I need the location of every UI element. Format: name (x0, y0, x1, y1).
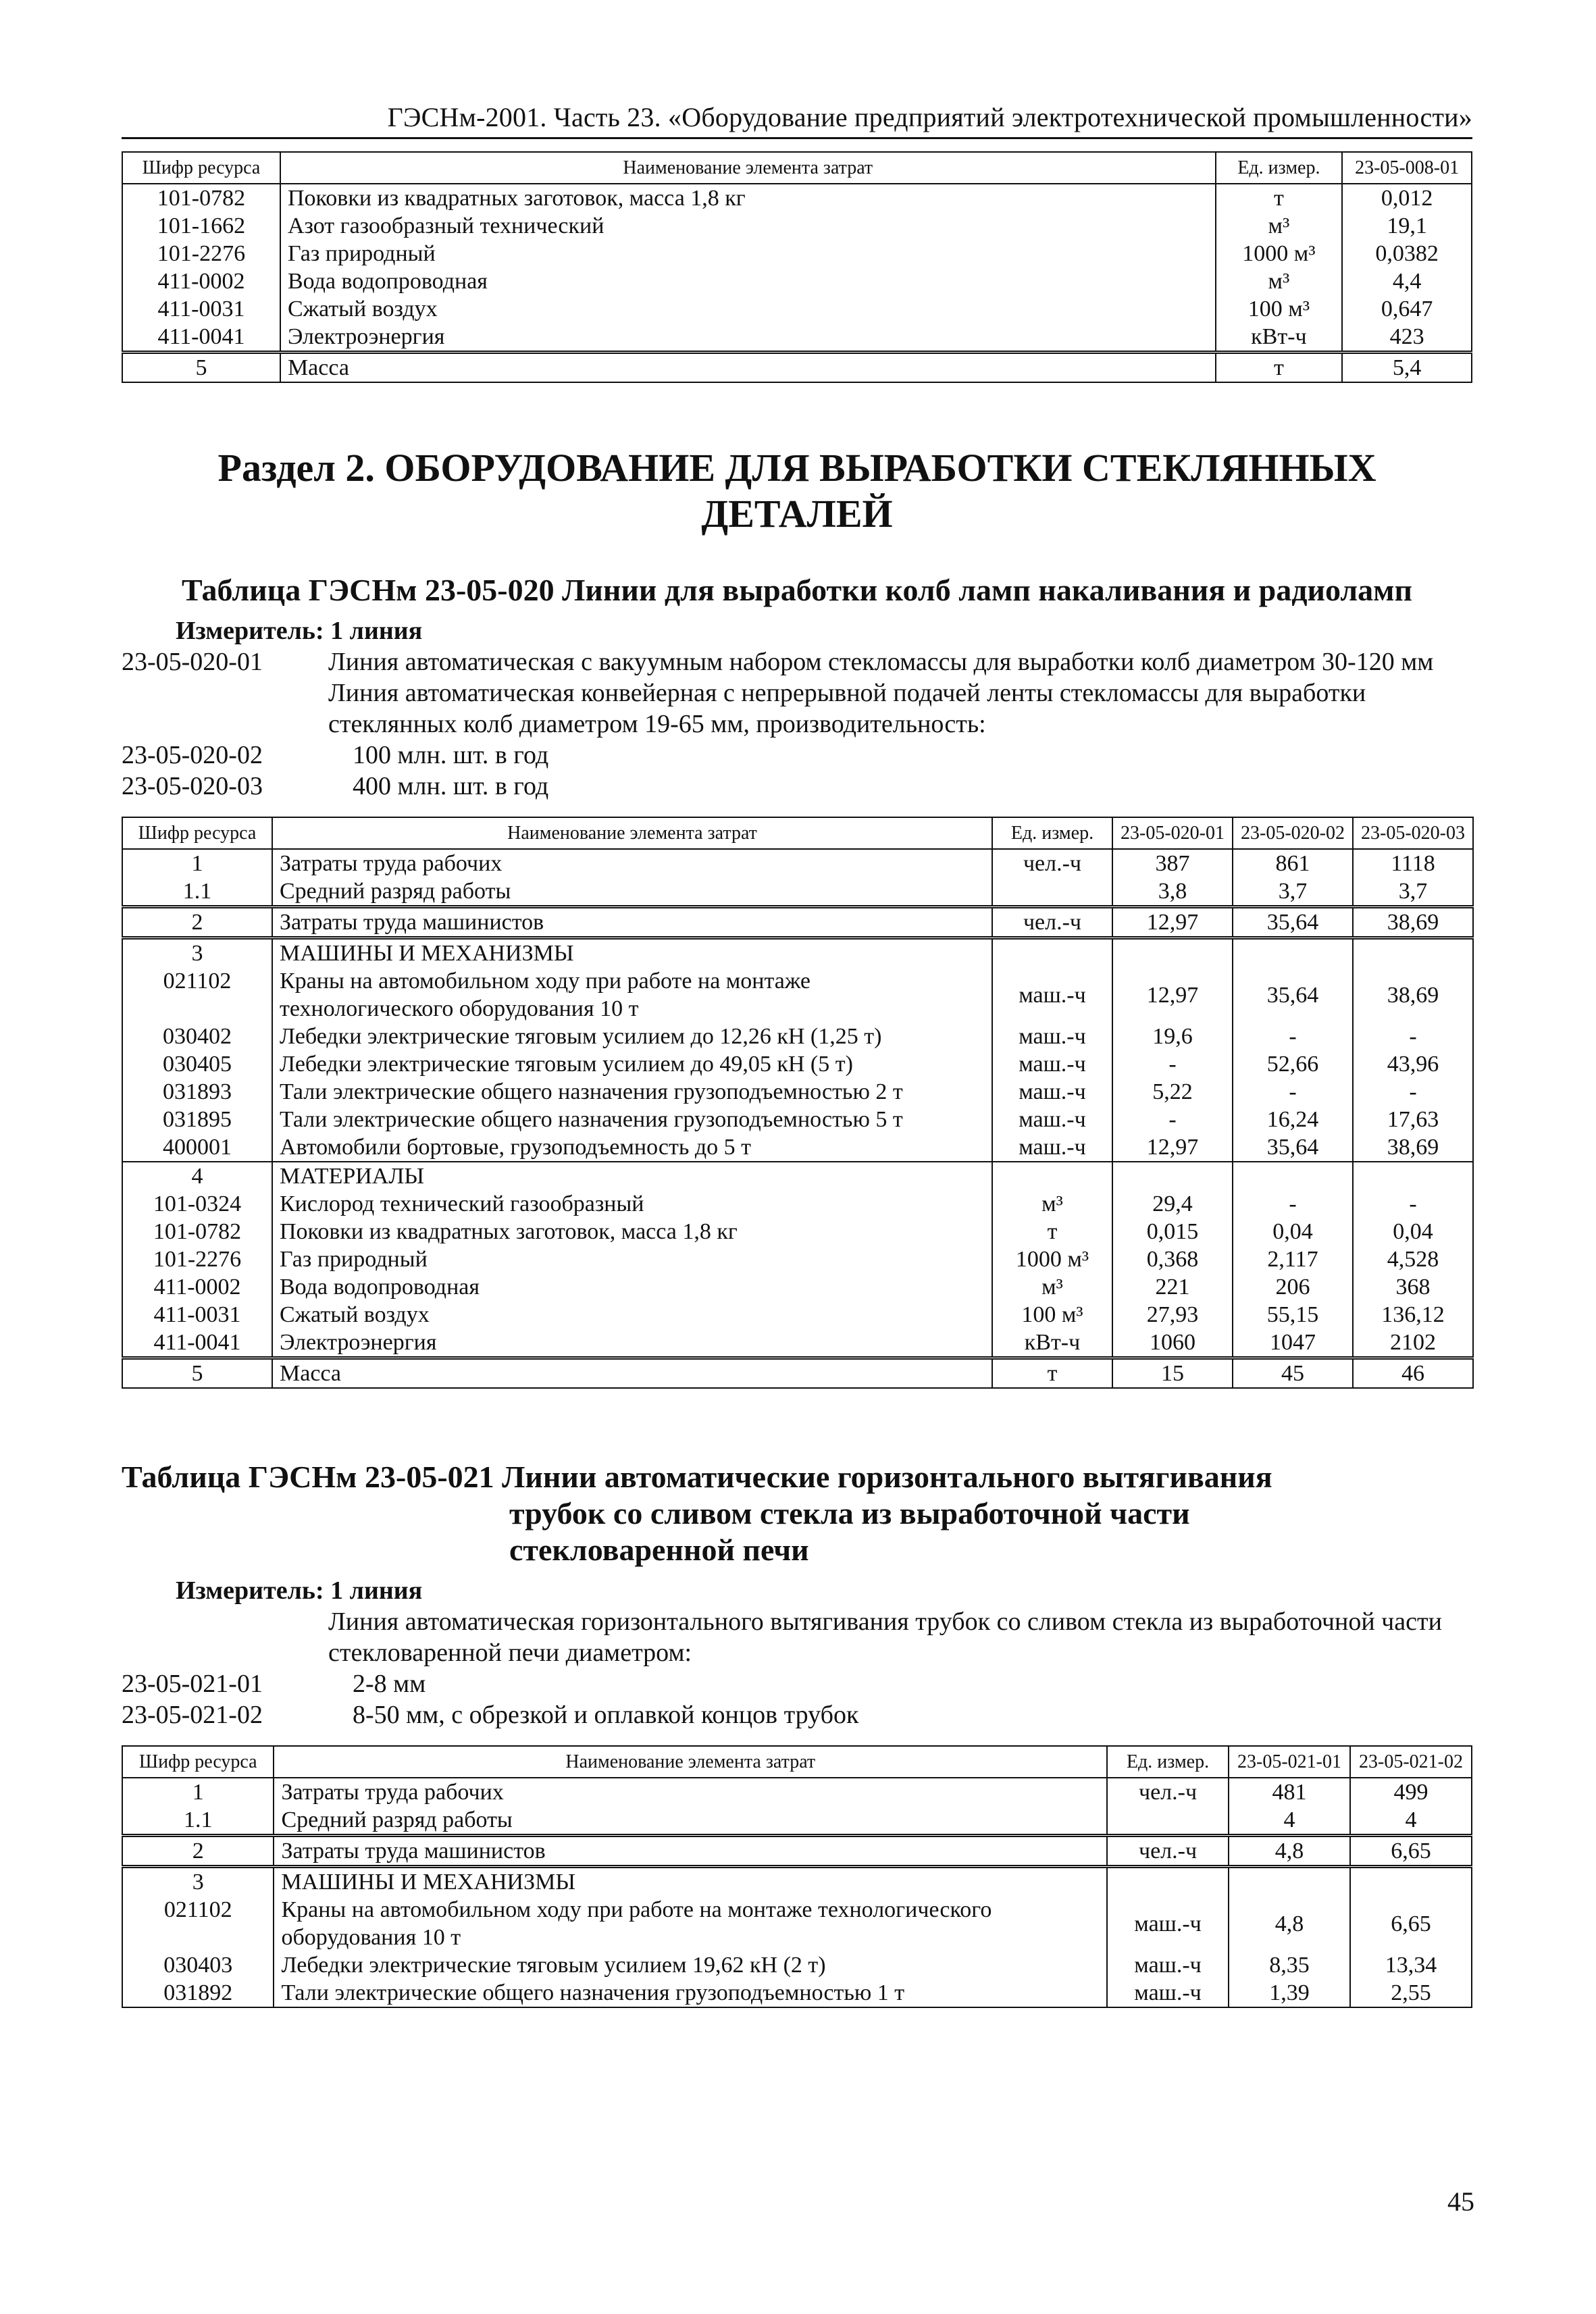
norm-value: 3,7 (1233, 877, 1353, 907)
table-row (122, 240, 1472, 267)
norm-value: 45 (1233, 1358, 1353, 1389)
unit: кВт-ч (992, 1329, 1112, 1358)
norm-value: 38,69 (1353, 907, 1473, 938)
unit: 1000 м³ (1216, 240, 1343, 267)
norm-value: 206 (1233, 1273, 1353, 1301)
resource-code: 101-0782 (122, 1218, 272, 1245)
running-header: ГЭСНм-2001. Часть 23. «Оборудование предприятий электротехнической промышленности» (122, 101, 1472, 139)
table-row (122, 877, 1473, 907)
norm-value: 4,8 (1229, 1836, 1350, 1867)
variant-description: 8-50 мм, с обрезкой и оплавкой концов трубок (353, 1701, 859, 1729)
resource-code: 101-2276 (122, 1245, 272, 1273)
table-row (122, 295, 1472, 323)
variant-description: 2-8 мм (353, 1670, 426, 1698)
norm-value: 29,4 (1112, 1190, 1233, 1218)
header-resource-code: Шифр ресурса (122, 1746, 274, 1778)
norm-value: 15 (1112, 1358, 1233, 1389)
resource-table (122, 1745, 1472, 2008)
norm-value: 19,1 (1342, 212, 1472, 240)
norm-value: 3,8 (1112, 877, 1233, 907)
variant-code: 23-05-021-02 (122, 1701, 263, 1729)
cost-element-name: Тали электрические общего назначения грузоподъемностью 5 т (272, 1106, 992, 1133)
unit: м³ (1216, 212, 1343, 240)
norm-value: 0,012 (1342, 184, 1472, 212)
cost-element-name: Краны на автомобильном ходу при работе на монтаже технологического оборудования 10 т (274, 1896, 1107, 1951)
table-title-23-05-021 (122, 1459, 1472, 1568)
norm-value: - (1233, 1190, 1353, 1218)
resource-code: 101-2276 (122, 240, 280, 267)
variant-description: 400 млн. шт. в год (353, 772, 549, 800)
header-norm-code: 23-05-021-01 (1229, 1746, 1350, 1778)
norm-value: 861 (1233, 849, 1353, 877)
resource-code: 1 (122, 1778, 274, 1806)
unit (992, 877, 1112, 907)
norm-value: 46 (1353, 1358, 1473, 1389)
measure-label-021: Измеритель: 1 линия (176, 1576, 423, 1605)
table-row (122, 1896, 1472, 1951)
cost-element-name: Вода водопроводная (272, 1273, 992, 1301)
variant-row (122, 646, 1472, 677)
norm-value: 35,64 (1233, 907, 1353, 938)
table-row (122, 1806, 1472, 1836)
cost-element-name: Затраты труда машинистов (272, 907, 992, 938)
variant-code: 23-05-020-02 (122, 741, 263, 769)
resource-code: 101-0782 (122, 184, 280, 212)
unit: маш.-ч (992, 967, 1112, 1023)
norm-value (1233, 938, 1353, 968)
header-unit: Ед. измер. (1107, 1746, 1229, 1778)
variant-description: Линия автоматическая конвейерная с непрерывной подачей ленты стекломассы для выработки стеклянных колб диаметром 19-65 мм, производительность: (328, 679, 1366, 738)
norm-value: 4,4 (1342, 267, 1472, 295)
table-row (122, 1301, 1473, 1329)
norm-value: 55,15 (1233, 1301, 1353, 1329)
unit: маш.-ч (1107, 1979, 1229, 2007)
resource-code: 1.1 (122, 877, 272, 907)
norm-value: 13,34 (1350, 1951, 1472, 1979)
cost-element-name: Тали электрические общего назначения грузоподъемностью 2 т (272, 1078, 992, 1106)
norm-value: 8,35 (1229, 1951, 1350, 1979)
cost-element-name: Масса (280, 353, 1216, 383)
resource-table-23-05-008 (122, 151, 1472, 383)
norm-value: 2,55 (1350, 1979, 1472, 2007)
norm-value: 1047 (1233, 1329, 1353, 1358)
norm-value: 0,015 (1112, 1218, 1233, 1245)
norm-value (1353, 938, 1473, 968)
unit: маш.-ч (1107, 1951, 1229, 1979)
norm-value: 221 (1112, 1273, 1233, 1301)
table-title-021-line-1: Таблица ГЭСНм 23-05-021 Линии автоматические горизонтального вытягивания (122, 1460, 1272, 1494)
header-resource-code: Шифр ресурса (122, 152, 280, 184)
norm-value: 423 (1342, 323, 1472, 353)
resource-code: 3 (122, 938, 272, 968)
header-unit: Ед. измер. (1216, 152, 1343, 184)
resource-table-23-05-021 (122, 1745, 1472, 2008)
unit: 1000 м³ (992, 1245, 1112, 1273)
norm-value (1353, 1162, 1473, 1190)
norm-value: 19,6 (1112, 1023, 1233, 1050)
cost-element-name: Масса (272, 1358, 992, 1389)
table-header-row (122, 1746, 1472, 1778)
header-norm-code: 23-05-020-03 (1353, 817, 1473, 849)
variant-code: 23-05-021-01 (122, 1670, 263, 1698)
cost-element-name: Средний разряд работы (272, 877, 992, 907)
cost-element-name: Поковки из квадратных заготовок, масса 1,8 кг (272, 1218, 992, 1245)
norm-value: 2,117 (1233, 1245, 1353, 1273)
resource-code: 411-0002 (122, 267, 280, 295)
resource-code: 2 (122, 907, 272, 938)
resource-code: 1.1 (122, 1806, 274, 1836)
table-row (122, 1133, 1473, 1162)
unit (992, 938, 1112, 968)
cost-element-name: МАШИНЫ И МЕХАНИЗМЫ (272, 938, 992, 968)
unit: т (1216, 184, 1343, 212)
resource-code: 4 (122, 1162, 272, 1190)
unit: 100 м³ (992, 1301, 1112, 1329)
document-page (122, 101, 1472, 2008)
variants-list-020 (122, 646, 1472, 802)
cost-element-name: Лебедки электрические тяговым усилием 19,62 кН (2 т) (274, 1951, 1107, 1979)
header-norm-code: 23-05-020-02 (1233, 817, 1353, 849)
table-row (122, 1162, 1473, 1190)
norm-value (1233, 1162, 1353, 1190)
measure-label-020: Измеритель: 1 линия (176, 617, 423, 645)
unit: маш.-ч (992, 1050, 1112, 1078)
norm-value: 3,7 (1353, 877, 1473, 907)
cost-element-name: Газ природный (280, 240, 1216, 267)
unit (992, 1162, 1112, 1190)
cost-element-name: Азот газообразный технический (280, 212, 1216, 240)
unit: чел.-ч (992, 849, 1112, 877)
cost-element-name: МАШИНЫ И МЕХАНИЗМЫ (274, 1867, 1107, 1897)
norm-value: 4,8 (1229, 1896, 1350, 1951)
table-row (122, 967, 1473, 1023)
cost-element-name: МАТЕРИАЛЫ (272, 1162, 992, 1190)
norm-value: 0,368 (1112, 1245, 1233, 1273)
unit: м³ (992, 1273, 1112, 1301)
norm-value: 38,69 (1353, 1133, 1473, 1162)
norm-value: 0,04 (1233, 1218, 1353, 1245)
norm-value: 4 (1229, 1806, 1350, 1836)
table-row (122, 1190, 1473, 1218)
variant-code (122, 677, 328, 740)
table-title-23-05-020: Таблица ГЭСНм 23-05-020 Линии для выработки колб ламп накаливания и радиоламп (181, 573, 1413, 607)
unit: маш.-ч (992, 1078, 1112, 1106)
cost-element-name: Электроэнергия (280, 323, 1216, 353)
norm-value: 4 (1350, 1806, 1472, 1836)
unit: чел.-ч (1107, 1778, 1229, 1806)
resource-code: 030402 (122, 1023, 272, 1050)
variant-row (122, 1699, 1472, 1730)
cost-element-name: Лебедки электрические тяговым усилием до 49,05 кН (5 т) (272, 1050, 992, 1078)
resource-code: 030405 (122, 1050, 272, 1078)
table-row (122, 1218, 1473, 1245)
cost-element-name: Средний разряд работы (274, 1806, 1107, 1836)
table-header-row (122, 152, 1472, 184)
table-row (122, 1329, 1473, 1358)
norm-value: 1060 (1112, 1329, 1233, 1358)
cost-element-name: Электроэнергия (272, 1329, 992, 1358)
norm-value: 0,647 (1342, 295, 1472, 323)
variant-description: 100 млн. шт. в год (353, 741, 549, 769)
norm-value (1350, 1867, 1472, 1897)
resource-code: 101-1662 (122, 212, 280, 240)
norm-value: - (1353, 1023, 1473, 1050)
table-row (122, 1951, 1472, 1979)
resource-code: 411-0002 (122, 1273, 272, 1301)
unit: кВт-ч (1216, 323, 1343, 353)
resource-table (122, 817, 1474, 1389)
table-row (122, 353, 1472, 383)
header-cost-element: Наименование элемента затрат (280, 152, 1216, 184)
table-row (122, 267, 1472, 295)
norm-value: - (1353, 1190, 1473, 1218)
resource-code: 5 (122, 1358, 272, 1389)
resource-code: 031892 (122, 1979, 274, 2007)
table-row (122, 1245, 1473, 1273)
header-norm-code: 23-05-021-02 (1350, 1746, 1472, 1778)
norm-value: 1118 (1353, 849, 1473, 877)
variant-code (122, 1606, 328, 1668)
norm-value (1112, 1162, 1233, 1190)
cost-element-name: Затраты труда машинистов (274, 1836, 1107, 1867)
page-number: 45 (1447, 2186, 1474, 2217)
table-row (122, 1273, 1473, 1301)
norm-value: - (1353, 1078, 1473, 1106)
norm-value: - (1112, 1050, 1233, 1078)
unit: т (1216, 353, 1343, 383)
table-row (122, 1778, 1472, 1806)
header-norm-code: 23-05-008-01 (1342, 152, 1472, 184)
cost-element-name: Тали электрические общего назначения грузоподъемностью 1 т (274, 1979, 1107, 2007)
cost-element-name: Лебедки электрические тяговым усилием до 12,26 кН (1,25 т) (272, 1023, 992, 1050)
norm-value: 136,12 (1353, 1301, 1473, 1329)
cost-element-name: Автомобили бортовые, грузоподъемность до 5 т (272, 1133, 992, 1162)
resource-code: 3 (122, 1867, 274, 1897)
table-row (122, 938, 1473, 968)
resource-code: 2 (122, 1836, 274, 1867)
table-row (122, 1078, 1473, 1106)
resource-code: 5 (122, 353, 280, 383)
table-row (122, 907, 1473, 938)
table-row (122, 1867, 1472, 1897)
header-norm-code: 23-05-020-01 (1112, 817, 1233, 849)
variant-code: 23-05-020-01 (122, 648, 263, 676)
table-title-021-line-3: стекловаренной печи (509, 1533, 809, 1567)
header-unit: Ед. измер. (992, 817, 1112, 849)
norm-value: 38,69 (1353, 967, 1473, 1023)
norm-value: 1,39 (1229, 1979, 1350, 2007)
section-title-line-2: ДЕТАЛЕЙ (701, 492, 893, 536)
header-cost-element: Наименование элемента затрат (274, 1746, 1107, 1778)
norm-value (1112, 938, 1233, 968)
unit: чел.-ч (992, 907, 1112, 938)
variant-row (122, 677, 1472, 740)
cost-element-name: Краны на автомобильном ходу при работе на монтаже технологического оборудования 10 т (272, 967, 992, 1023)
norm-value: 481 (1229, 1778, 1350, 1806)
norm-value: - (1112, 1106, 1233, 1133)
resource-code: 031895 (122, 1106, 272, 1133)
table-row (122, 184, 1472, 212)
table-row (122, 323, 1472, 353)
norm-value: 5,22 (1112, 1078, 1233, 1106)
unit (1107, 1867, 1229, 1897)
table-row (122, 1050, 1473, 1078)
unit: маш.-ч (1107, 1896, 1229, 1951)
variant-description: Линия автоматическая горизонтального вытягивания трубок со сливом стекла из выработочной части стекловаренной печи диаметром: (328, 1608, 1442, 1667)
variant-code: 23-05-020-03 (122, 772, 263, 800)
unit: маш.-ч (992, 1106, 1112, 1133)
resource-code: 1 (122, 849, 272, 877)
norm-value: 6,65 (1350, 1836, 1472, 1867)
norm-value: 16,24 (1233, 1106, 1353, 1133)
table-row (122, 1358, 1473, 1389)
cost-element-name: Затраты труда рабочих (274, 1778, 1107, 1806)
resource-table-23-05-020 (122, 817, 1472, 1389)
resource-code: 030403 (122, 1951, 274, 1979)
table-row (122, 212, 1472, 240)
norm-value: 12,97 (1112, 1133, 1233, 1162)
norm-value: 4,528 (1353, 1245, 1473, 1273)
norm-value: 52,66 (1233, 1050, 1353, 1078)
unit: м³ (1216, 267, 1343, 295)
table-row (122, 1836, 1472, 1867)
norm-value: 27,93 (1112, 1301, 1233, 1329)
variant-row (122, 740, 1472, 771)
norm-value: 5,4 (1342, 353, 1472, 383)
header-resource-code: Шифр ресурса (122, 817, 272, 849)
header-cost-element: Наименование элемента затрат (272, 817, 992, 849)
cost-element-name: Газ природный (272, 1245, 992, 1273)
norm-value: 17,63 (1353, 1106, 1473, 1133)
norm-value: 12,97 (1112, 967, 1233, 1023)
norm-value (1229, 1867, 1350, 1897)
unit: 100 м³ (1216, 295, 1343, 323)
resource-code: 411-0031 (122, 295, 280, 323)
norm-value: 368 (1353, 1273, 1473, 1301)
section-title-line-1: Раздел 2. ОБОРУДОВАНИЕ ДЛЯ ВЫРАБОТКИ СТЕКЛЯННЫХ (217, 446, 1376, 490)
cost-element-name: Поковки из квадратных заготовок, масса 1,8 кг (280, 184, 1216, 212)
cost-element-name: Сжатый воздух (272, 1301, 992, 1329)
resource-table (122, 151, 1472, 383)
unit: м³ (992, 1190, 1112, 1218)
table-row (122, 849, 1473, 877)
table-row (122, 1979, 1472, 2007)
unit: чел.-ч (1107, 1836, 1229, 1867)
unit: маш.-ч (992, 1023, 1112, 1050)
variant-row (122, 771, 1472, 802)
norm-value: 35,64 (1233, 1133, 1353, 1162)
variants-list-021 (122, 1606, 1472, 1730)
resource-code: 031893 (122, 1078, 272, 1106)
norm-value: 6,65 (1350, 1896, 1472, 1951)
cost-element-name: Сжатый воздух (280, 295, 1216, 323)
variant-description: Линия автоматическая с вакуумным набором стекломассы для выработки колб диаметром 30-120 мм (328, 648, 1434, 676)
variant-row (122, 1606, 1472, 1668)
norm-value: 387 (1112, 849, 1233, 877)
cost-element-name: Вода водопроводная (280, 267, 1216, 295)
resource-code: 400001 (122, 1133, 272, 1162)
norm-value: 499 (1350, 1778, 1472, 1806)
table-row (122, 1106, 1473, 1133)
resource-code: 101-0324 (122, 1190, 272, 1218)
norm-value: 12,97 (1112, 907, 1233, 938)
resource-code: 021102 (122, 967, 272, 1023)
section-title (122, 445, 1472, 537)
unit (1107, 1806, 1229, 1836)
cost-element-name: Затраты труда рабочих (272, 849, 992, 877)
norm-value: 0,0382 (1342, 240, 1472, 267)
resource-code: 411-0041 (122, 1329, 272, 1358)
norm-value: 2102 (1353, 1329, 1473, 1358)
variant-row (122, 1668, 1472, 1699)
unit: маш.-ч (992, 1133, 1112, 1162)
table-header-row (122, 817, 1473, 849)
resource-code: 411-0031 (122, 1301, 272, 1329)
unit: т (992, 1218, 1112, 1245)
resource-code: 411-0041 (122, 323, 280, 353)
table-row (122, 1023, 1473, 1050)
norm-value: 43,96 (1353, 1050, 1473, 1078)
norm-value: - (1233, 1023, 1353, 1050)
norm-value: 35,64 (1233, 967, 1353, 1023)
table-title-021-line-2: трубок со сливом стекла из выработочной части (509, 1496, 1190, 1531)
norm-value: - (1233, 1078, 1353, 1106)
norm-value: 0,04 (1353, 1218, 1473, 1245)
cost-element-name: Кислород технический газообразный (272, 1190, 992, 1218)
resource-code: 021102 (122, 1896, 274, 1951)
unit: т (992, 1358, 1112, 1389)
